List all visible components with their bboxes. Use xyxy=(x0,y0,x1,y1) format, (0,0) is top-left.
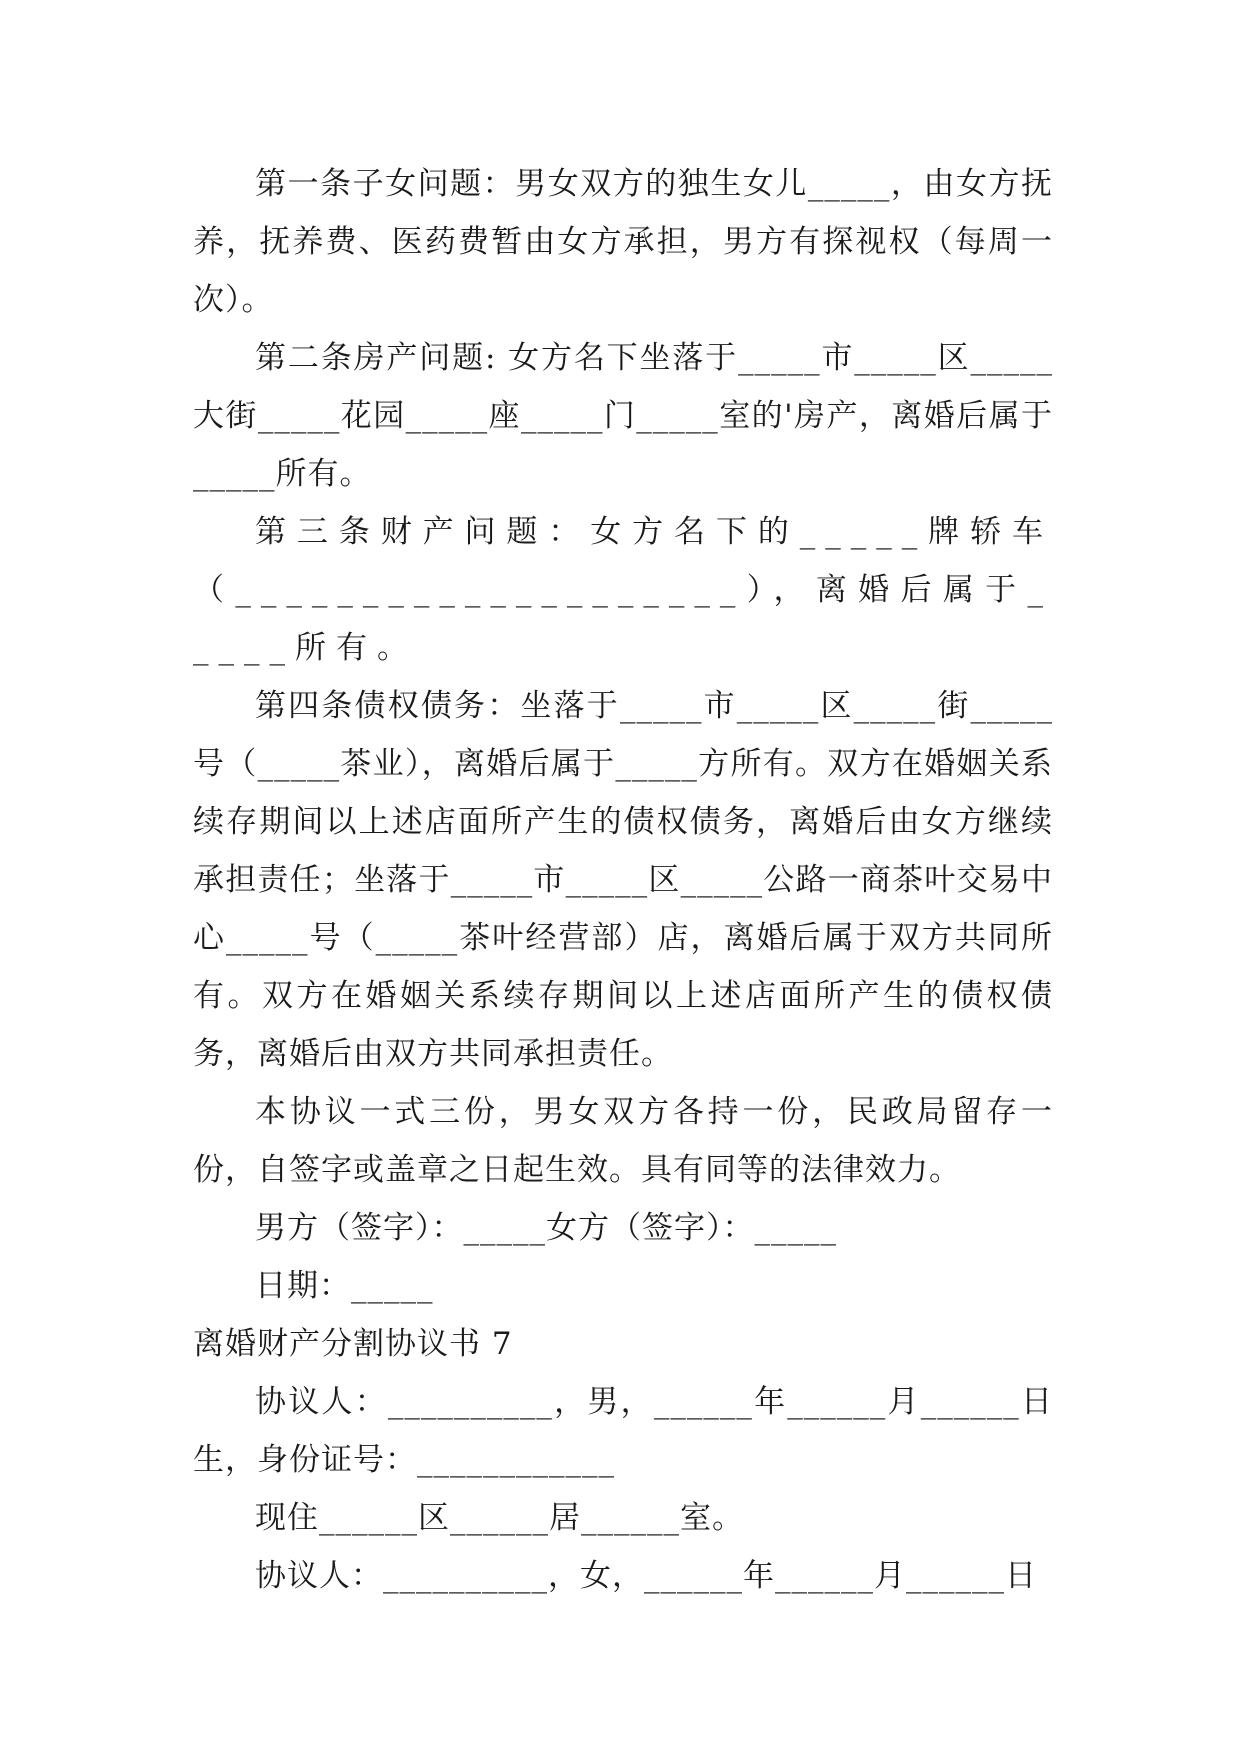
clause-assets: 第三条财产问题：女方名下的_____牌轿车（____________________），离婚后属于_____所有。 xyxy=(193,514,1053,666)
document-body xyxy=(193,155,1053,1605)
section-title: 离婚财产分割协议书 7 xyxy=(193,1326,513,1362)
clause-children: 第一条子女问题：男女双方的独生女儿_____，由女方抚养，抚养费、医药费暂由女方承担，男方有探视权（每周一次）。 xyxy=(193,166,1053,318)
clause-copies: 本协议一式三份，男女双方各持一份，民政局留存一份，自签字或盖章之日起生效。具有同等的法律效力。 xyxy=(193,1094,1053,1188)
signature-line: 男方（签字）：_____女方（签字）：_____ xyxy=(255,1210,837,1246)
party-one-line: 协议人：__________，男，______年______月______日生，身份证号：____________ xyxy=(193,1384,1053,1478)
party-two-line: 协议人：__________，女，______年______月______日 xyxy=(255,1558,1037,1594)
clause-debts: 第四条债权债务：坐落于_____市_____区_____街_____号（_____茶业），离婚后属于_____方所有。双方在婚姻关系续存期间以上述店面所产生的债权债务，离婚后由女方继续承担责任；坐落于_____市_____区_____公路一商茶叶交易中心_____号（_____茶叶经营部）店，离婚后属于双方共同所有。双方在婚姻关系续存期间以上述店面所产生的债权债务，离婚后由双方共同承担责任。 xyxy=(193,688,1053,1072)
clause-property: 第二条房产问题: 女方名下坐落于_____市_____区_____大街_____花园_____座_____门_____室的'房产，离婚后属于_____所有。 xyxy=(193,340,1053,492)
date-line: 日期：_____ xyxy=(255,1268,434,1304)
residence-line: 现住______区______居______室。 xyxy=(255,1500,744,1536)
